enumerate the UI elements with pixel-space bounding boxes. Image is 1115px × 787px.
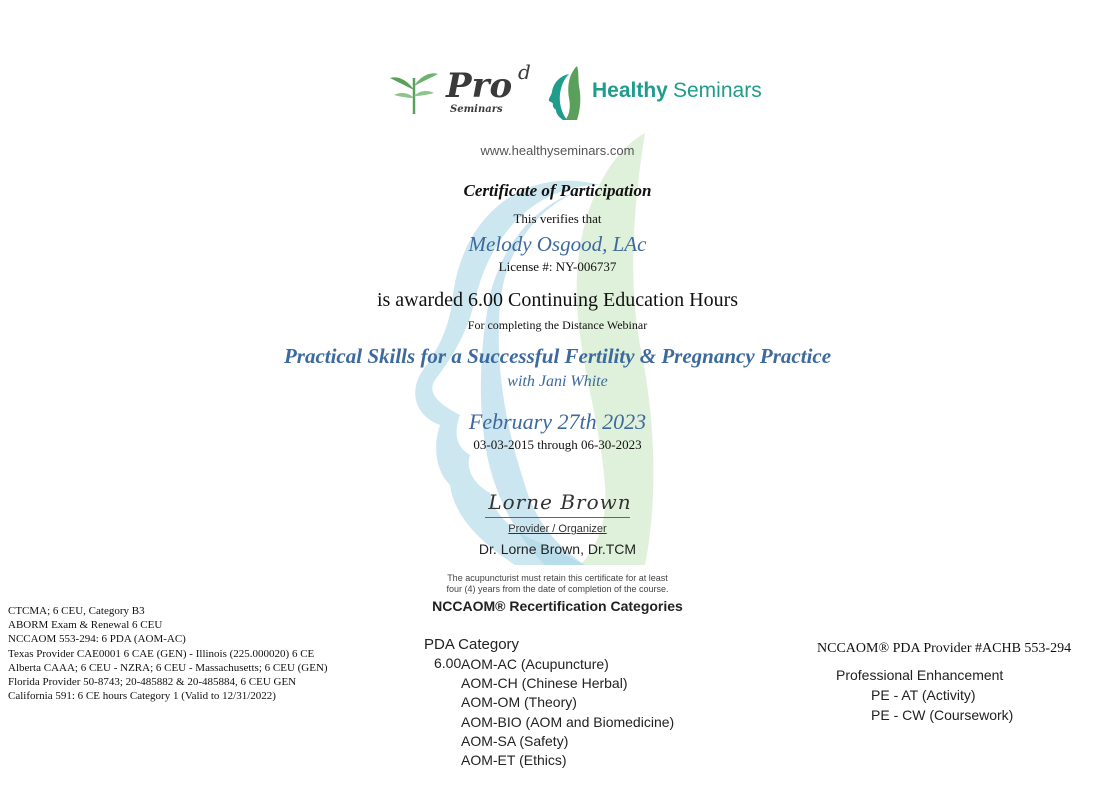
completion-date: February 27th 2023 <box>468 409 647 434</box>
retain-note-line1: The acupuncturist must retain this certificate for at least <box>447 573 668 583</box>
signature-line <box>485 517 630 518</box>
retain-note-line2: four (4) years from the date of completion of the course. <box>446 584 669 594</box>
completing-text: For completing the Distance Webinar <box>467 318 648 332</box>
left-credits <box>8 604 328 703</box>
credit-line: NCCAOM 553-294: 6 PDA (AOM-AC) <box>8 633 186 646</box>
awarded-hours: is awarded 6.00 Continuing Education Hours <box>376 289 739 311</box>
credit-line: Alberta CAAA; 6 CEU - NZRA; 6 CEU - Massachusetts; 6 CEU (GEN) <box>8 661 328 674</box>
pda-hours: 6.00 <box>434 655 462 671</box>
prod-superscript: d <box>518 60 531 84</box>
face-leaf-icon <box>547 64 585 120</box>
pda-list <box>461 655 674 770</box>
pda-provider-number: NCCAOM® PDA Provider #ACHB 553-294 <box>817 641 1072 656</box>
healthy-seminars-logo <box>547 64 767 120</box>
bamboo-icon <box>388 68 440 114</box>
credit-line: Texas Provider CAE0001 6 CAE (GEN) - Illinois (225.000020) 6 CE <box>8 647 315 660</box>
pda-item: AOM-OM (Theory) <box>461 694 577 711</box>
recipient-name: Melody Osgood, LAc <box>468 232 647 256</box>
date-range: 03-03-2015 through 06-30-2023 <box>473 437 642 452</box>
pe-list <box>871 686 1013 725</box>
license-number: License #: NY-006737 <box>498 259 617 274</box>
credit-line: CTCMA; 6 CEU, Category B3 <box>8 605 145 617</box>
certificate-title: Certificate of Participation <box>463 181 652 200</box>
pda-item: AOM-SA (Safety) <box>461 732 569 749</box>
provider-label-text: Provider / Organizer <box>508 523 607 535</box>
pda-item: AOM-ET (Ethics) <box>461 752 567 769</box>
signature: Lorne Brown <box>488 490 632 514</box>
healthy-wordmark-bold: Healthy <box>592 79 668 102</box>
credit-line: ABORM Exam & Renewal 6 CEU <box>8 619 163 632</box>
provider-label <box>0 523 1115 535</box>
pda-item: AOM-BIO (AOM and Biomedicine) <box>461 713 675 730</box>
verifies-text: This verifies that <box>513 211 602 226</box>
pda-item: AOM-AC (Acupuncture) <box>461 656 609 672</box>
prod-subtitle: Seminars <box>450 104 503 115</box>
healthy-wordmark-rest: Seminars <box>673 79 762 102</box>
prod-seminars-logo <box>388 60 538 118</box>
nccaom-heading: NCCAOM® Recertification Categories <box>432 598 683 614</box>
instructor-name: with Jani White <box>507 373 608 390</box>
credit-line: Florida Provider 50-8743; 20-485882 & 20-485884, 6 CEU GEN <box>8 676 297 689</box>
pda-item: AOM-CH (Chinese Herbal) <box>461 675 628 692</box>
pda-heading: PDA Category <box>424 636 520 653</box>
website-url: www.healthyseminars.com <box>480 143 635 158</box>
pe-item: PE - CW (Coursework) <box>871 706 1014 723</box>
provider-name: Dr. Lorne Brown, Dr.TCM <box>478 541 637 557</box>
course-title: Practical Skills for a Successful Fertility & Pregnancy Practice <box>283 344 832 368</box>
prod-wordmark: Pro <box>446 66 513 106</box>
credit-line: California 591: 6 CE hours Category 1 (Valid to 12/31/2022) <box>8 690 276 703</box>
pe-item: PE - AT (Activity) <box>871 687 976 703</box>
pe-heading: Professional Enhancement <box>836 667 1004 683</box>
